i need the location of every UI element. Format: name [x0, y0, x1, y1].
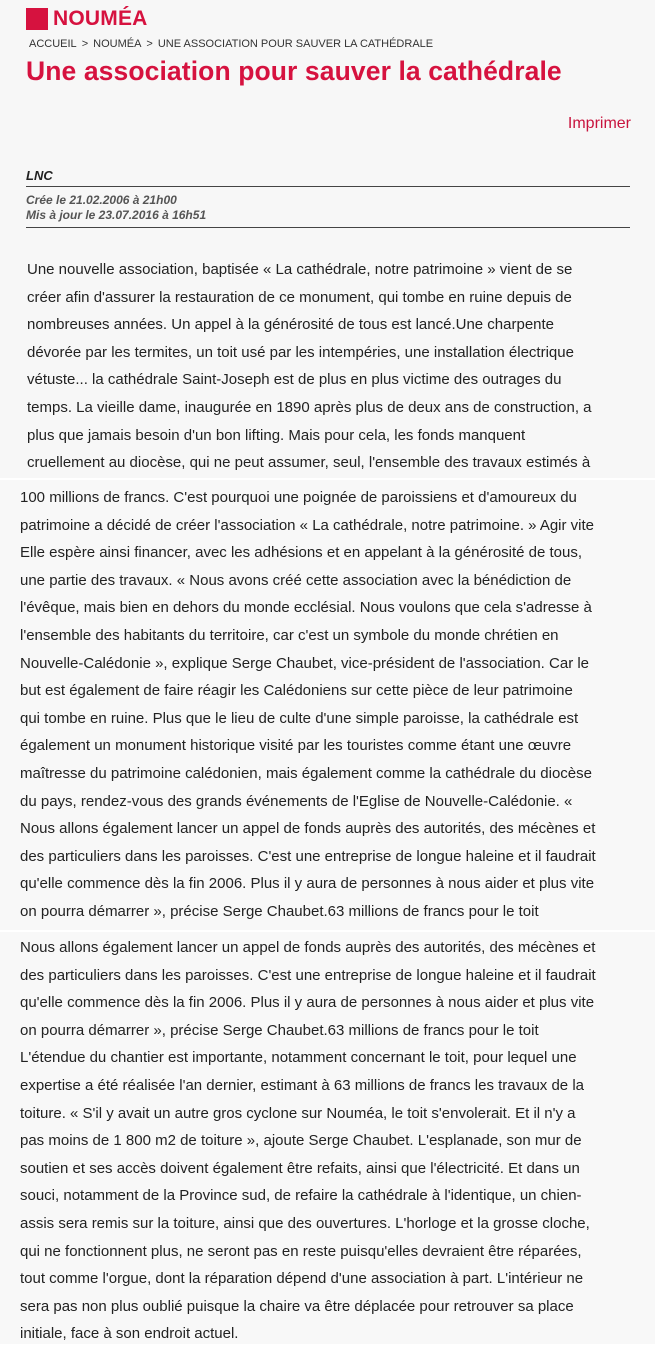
- body-line: également un monument historique visité par les touristes comme étant une œuvre: [20, 737, 572, 755]
- body-line: Une nouvelle association, baptisée « La cathédrale, notre patrimoine » vient de se: [27, 261, 573, 278]
- body-line: l'ensemble des habitants du territoire, car c'est un symbole du monde chrétien en: [20, 626, 559, 644]
- body-line: une partie des travaux. « Nous avons créé cette association avec la bénédiction de: [20, 571, 572, 589]
- body-line: qui ne fonctionnent plus, ne seront pas en reste puisqu'elles devraient être réparées,: [20, 1242, 582, 1260]
- breadcrumb-current: UNE ASSOCIATION POUR SAUVER LA CATHÉDRALE: [157, 38, 434, 50]
- screenshot-panel-2: [0, 478, 655, 930]
- page-bottom-margin: [0, 1344, 655, 1362]
- body-line: Nouvelle-Calédonie », explique Serge Chaubet, vice-président de l'association. Car le: [20, 654, 590, 672]
- body-line: du pays, rendez-vous des grands événements de l'Eglise de Nouvelle-Calédonie. «: [20, 792, 573, 810]
- body-line: L'étendue du chantier est importante, notamment concernant le toit, pour lequel une: [20, 1049, 577, 1067]
- body-line: qu'elle commence dès la fin 2006. Plus il y aura de personnes à nous aider et plus vite: [20, 994, 595, 1012]
- body-line: soutien et ses accès doivent également être refaits, ainsi que l'électricité. Et dans un: [20, 1159, 580, 1177]
- breadcrumb-separator: >: [146, 38, 153, 50]
- body-line: souci, notamment de la Province sud, de refaire la cathédrale à l'identique, un chien-: [20, 1187, 582, 1205]
- section-name[interactable]: NOUMÉA: [53, 7, 148, 30]
- body-line: vétuste... la cathédrale Saint-Joseph est de plus en plus victime des outrages du: [27, 371, 562, 389]
- article-dates: [26, 193, 630, 228]
- breadcrumb-home[interactable]: ACCUEIL: [29, 38, 77, 50]
- body-line: cruellement au diocèse, qui ne peut assumer, seul, l'ensemble des travaux estimés à: [27, 454, 591, 472]
- body-line: expertise a été réalisée l'an dernier, estimant à 63 millions de francs les travaux de la: [20, 1076, 584, 1094]
- body-line: sera pas non plus oublié puisque la chaire va être déplacée pour retrouver sa place: [20, 1297, 574, 1315]
- created-date: Crée le 21.02.2006 à 21h00: [26, 193, 177, 207]
- body-line: temps. La vieille dame, inaugurée en 1890 après plus de deux ans de construction, a: [27, 398, 592, 416]
- body-line: but est également de faire réagir les Calédoniens sur cette pièce de leur patrimoine: [20, 682, 573, 700]
- section-logo-square-icon: [26, 8, 48, 30]
- body-line: des particuliers dans les paroisses. C'est une entreprise de longue haleine et il faudrait: [20, 847, 596, 865]
- updated-date: Mis à jour le 23.07.2016 à 16h51: [26, 208, 207, 222]
- body-line: maîtresse du patrimoine calédonien, mais également comme la cathédrale du diocèse: [20, 764, 592, 782]
- body-line: patrimoine a décidé de créer l'association « La cathédrale, notre patrimoine. » Agir vite: [20, 516, 595, 534]
- body-line: qui tombe en ruine. Plus que le lieu de culte d'une simple paroisse, la cathédrale est: [20, 709, 579, 727]
- body-line: des particuliers dans les paroisses. C'est une entreprise de longue haleine et il faudrait: [20, 966, 596, 984]
- body-line: Elle espère ainsi financer, avec les adhésions et en appelant à la générosité de tous,: [20, 544, 583, 562]
- breadcrumb-separator: >: [81, 38, 89, 50]
- body-line: plus que jamais besoin d'un bon lifting. Mais pour cela, les fonds manquent: [27, 426, 526, 444]
- body-line: qu'elle commence dès la fin 2006. Plus il y aura de personnes à nous aider et plus vite: [20, 875, 595, 893]
- section-header[interactable]: [26, 6, 148, 32]
- body-line: Nous allons également lancer un appel de fonds auprès des autorités, des mécènes et: [20, 820, 596, 838]
- body-line: l'évêque, mais bien en dehors du monde ecclésial. Nous voulons que cela s'adresse à: [20, 599, 592, 617]
- article-body-part-3: [20, 934, 635, 1348]
- body-line: dévorée par les termites, un toit usé par les intempéries, une installation électrique: [27, 343, 574, 361]
- body-line: nombreuses années. Un appel à la générosité de tous est lancé.Une charpente: [27, 316, 555, 334]
- body-line: pas moins de 1 800 m2 de toiture », ajoute Serge Chaubet. L'esplanade, son mur de: [20, 1132, 582, 1150]
- body-line: créer afin d'assurer la restauration de ce monument, qui tombe en ruine depuis de: [27, 288, 572, 306]
- breadcrumb-section[interactable]: NOUMÉA: [93, 38, 142, 50]
- body-line: Nous allons également lancer un appel de fonds auprès des autorités, des mécènes et: [20, 939, 596, 956]
- screenshot-panel-3: [0, 930, 655, 1362]
- print-link[interactable]: Imprimer: [567, 115, 631, 132]
- article-body-part-2: [20, 484, 635, 926]
- body-line: tout comme l'orgue, dont la réparation dépend d'une association à part. L'intérieur ne: [20, 1270, 584, 1288]
- screenshot-panel-1: [0, 0, 655, 478]
- page-title: Une association pour sauver la cathédrale: [26, 56, 562, 86]
- body-line: toiture. « S'il y avait un autre gros cyclone sur Nouméa, le toit s'envolerait. Et il n'y a: [20, 1104, 576, 1122]
- body-line: initiale, face à son endroit actuel.: [20, 1325, 239, 1343]
- body-line: assis sera remis sur la toiture, ainsi que des ouvertures. L'horloge et la grosse cloche,: [20, 1214, 590, 1232]
- body-line: 100 millions de francs. C'est pourquoi une poignée de paroissiens et d'amoureux du: [20, 489, 577, 506]
- article-body-part-1: [27, 256, 627, 477]
- breadcrumb: [29, 37, 433, 51]
- body-line: on pourra démarrer », précise Serge Chaubet.63 millions de francs pour le toit: [20, 902, 539, 920]
- body-line: on pourra démarrer », précise Serge Chaubet.63 millions de francs pour le toit: [20, 1021, 539, 1039]
- article-author: LNC: [26, 166, 630, 187]
